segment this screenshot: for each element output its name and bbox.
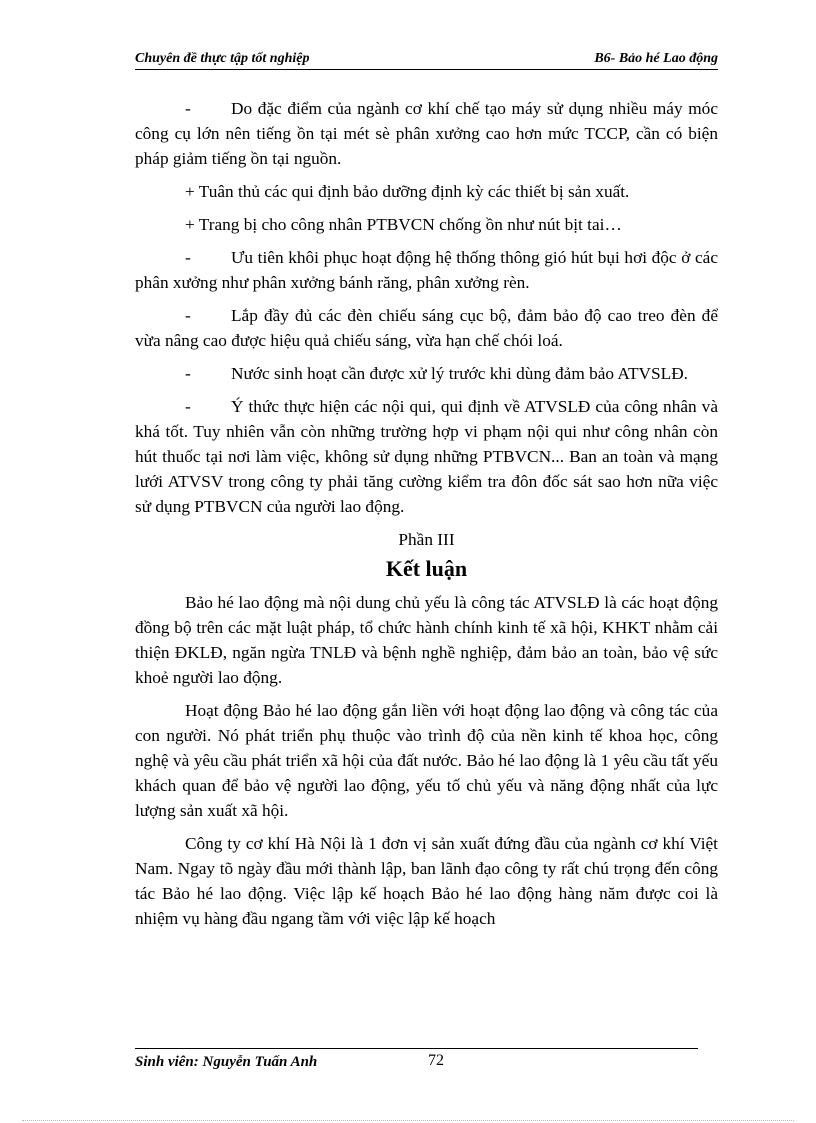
footer-divider [135, 1048, 698, 1049]
paragraph: Hoạt động Bảo hé lao động gắn liền với hoạt động lao động và công tác của con người. Nó phát triển phụ thuộc vào trình độ của nền kinh tế khoa học, công nghệ và yêu cầu phát triển xã hội của đất nước. Bảo hé lao động là 1 yêu cầu tất yếu khách quan để bảo vệ người lao động, yếu tố chủ yếu và năng động nhất của lực lượng sản xuất xã hội. [135, 701, 718, 820]
header-title: Chuyên đề thực tập tốt nghiệp [135, 51, 310, 66]
dash-marker: - [185, 99, 191, 118]
conclusion-title: Kết luận [385, 556, 468, 581]
dash-marker: - [185, 306, 191, 325]
paragraph: - Ưu tiên khôi phục hoạt động hệ thống thông gió hút bụi hơi độc ở các phân xưởng như phân xưởng bánh răng, phân xưởng rèn. [135, 245, 718, 295]
page-number: 72 [428, 1052, 444, 1069]
paragraph: + Trang bị cho công nhân PTBVCN chống ồn như nút bịt tai… [185, 215, 622, 234]
paragraph: Công ty cơ khí Hà Nội là 1 đơn vị sản xuất đứng đầu của ngành cơ khí Việt Nam. Ngay tõ ngày đầu mới thành lập, ban lãnh đạo công ty rất chú trọng đến công tác Bảo hé lao động. Việc lập kế hoạch Bảo hé lao động hàng năm được coi là nhiệm vụ hàng đầu ngang tầm với việc lập kế hoạch [135, 834, 718, 928]
page-edge-divider [22, 1120, 794, 1121]
paragraph: - Nước sinh hoạt cần được xử lý trước khi dùng đảm bảo ATVSLĐ. [135, 361, 718, 386]
header-chapter: B6- Bảo hé Lao động [594, 51, 718, 66]
dash-marker: - [185, 248, 191, 267]
dash-marker: - [185, 397, 191, 416]
paragraph: - Lắp đầy đủ các đèn chiếu sáng cục bộ, đảm bảo độ cao treo đèn để vừa nâng cao được hiệu quả chiếu sáng, vừa hạn chế chói loá. [135, 303, 718, 353]
paragraph: Bảo hé lao động mà nội dung chủ yếu là công tác ATVSLĐ là các hoạt động đồng bộ trên các mặt luật pháp, tổ chức hành chính kinh tế xã hội, KHKT nhằm cải thiện ĐKLĐ, ngăn ngừa TNLĐ và bệnh nghề nghiệp, đảm bảo an toàn, bảo vệ sức khoẻ người lao động. [135, 593, 718, 687]
footer-student: Sinh viên: Nguyễn Tuấn Anh [135, 1054, 318, 1070]
paragraph: - Do đặc điểm của ngành cơ khí chế tạo máy sử dụng nhiều máy móc công cụ lớn nên tiếng ồn tại mét sè phân xưởng cao hơn mức TCCP, cần có biện pháp giảm tiếng ồn tại nguồn. [135, 96, 718, 171]
page-header [135, 49, 718, 70]
part-heading: Phần III [398, 530, 455, 549]
paragraph: + Tuân thủ các qui định bảo dưỡng định kỳ các thiết bị sản xuất. [185, 182, 630, 201]
dash-marker: - [185, 364, 191, 383]
paragraph: - Ý thức thực hiện các nội qui, qui định về ATVSLĐ của công nhân và khá tốt. Tuy nhiên vẫn còn những trường hợp vi phạm nội qui như công nhân còn hút thuốc tại nơi làm việc, không sử dụng những PTBVCN... Ban an toàn và mạng lưới ATVSV trong công ty phải tăng cường kiểm tra đôn đốc sát sao hơn nữa việc sử dụng PTBVCN của người lao động. [135, 394, 718, 519]
page-content [135, 96, 718, 939]
